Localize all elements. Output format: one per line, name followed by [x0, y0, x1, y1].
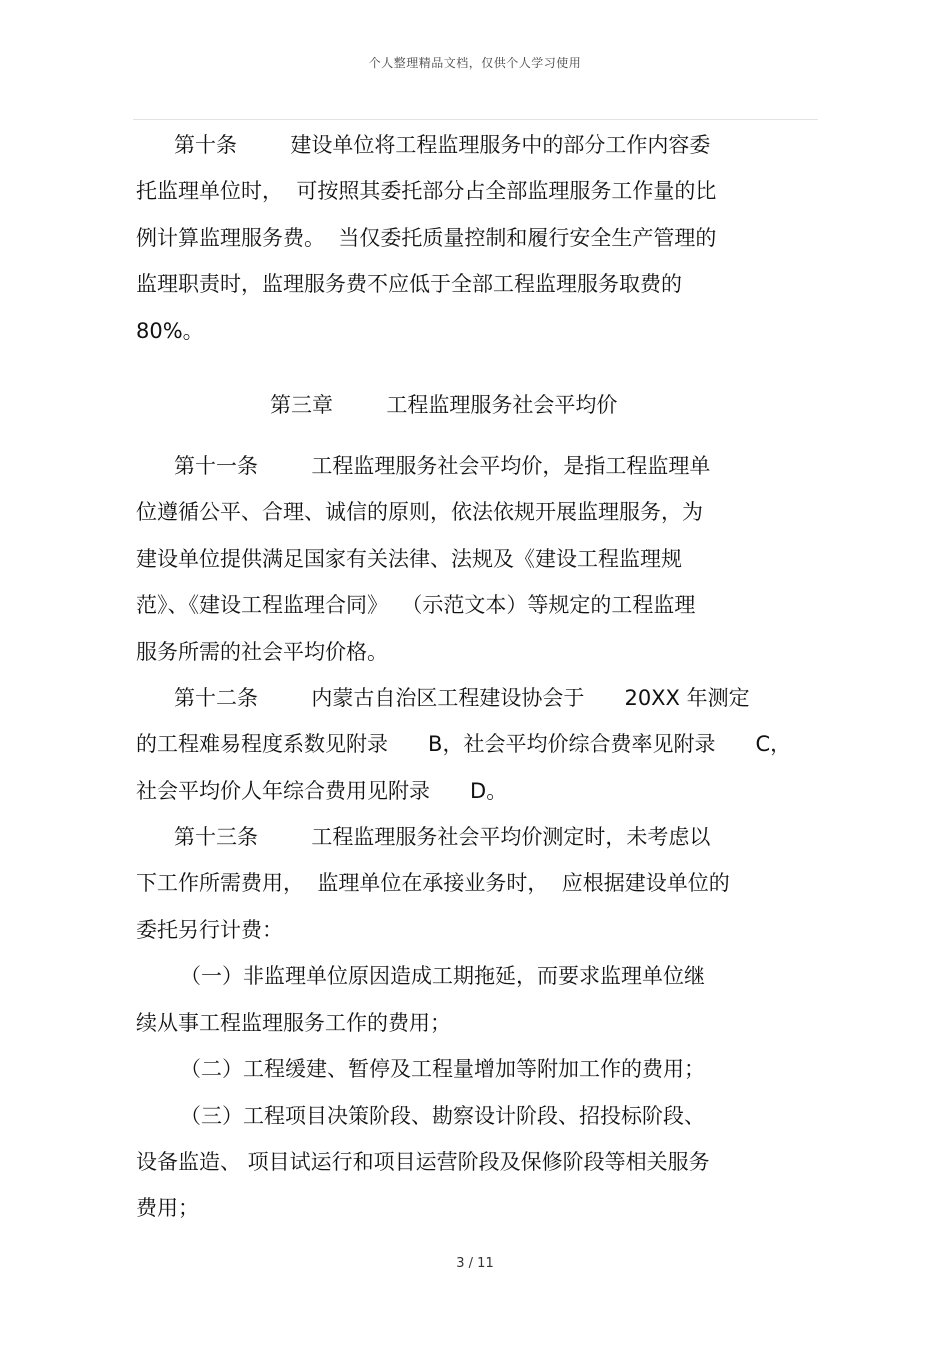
item-2-line-1: （二）工程缓建、暂停及工程量增加等附加工作的费用；	[180, 1057, 705, 1081]
article-12-line-3: 社会平均价人年综合费用见附录 D。	[136, 779, 508, 803]
article-12-line-1: 第十二条 内蒙古自治区工程建设协会于 20XX 年测定	[174, 686, 750, 710]
article-13-line-1: 第十三条 工程监理服务社会平均价测定时，未考虑以	[174, 825, 711, 849]
item-3-line-2: 设备监造、 项目试运行和项目运营阶段及保修阶段等相关服务	[136, 1150, 710, 1174]
chapter-3-title: 第三章 工程监理服务社会平均价	[270, 393, 618, 417]
article-10-line-5: 80%。	[136, 319, 204, 343]
article-11-line-1: 第十一条 工程监理服务社会平均价，是指工程监理单	[174, 454, 711, 478]
article-11-line-2: 位遵循公平、合理、诚信的原则，依法依规开展监理服务，为	[136, 500, 703, 524]
article-10-line-3: 例计算监理服务费。 当仅委托质量控制和履行安全生产管理的	[136, 226, 717, 250]
item-1-line-2: 续从事工程监理服务工作的费用；	[136, 1011, 451, 1035]
article-10-line-4: 监理职责时，监理服务费不应低于全部工程监理服务取费的	[136, 272, 682, 296]
article-11-line-3: 建设单位提供满足国家有关法律、法规及《建设工程监理规	[136, 547, 682, 571]
item-3-line-1: （三）工程项目决策阶段、勘察设计阶段、招投标阶段、	[180, 1104, 705, 1128]
article-13-line-2: 下工作所需费用， 监理单位在承接业务时， 应根据建设单位的	[136, 871, 730, 895]
article-12-line-2: 的工程难易程度系数见附录 B，社会平均价综合费率见附录 C，	[136, 732, 792, 756]
article-10-line-2: 托监理单位时， 可按照其委托部分占全部监理服务工作量的比	[136, 179, 717, 203]
item-3-line-3: 费用；	[136, 1196, 199, 1220]
page-number: 3 / 11	[456, 1256, 494, 1271]
article-10-line-1: 第十条 建设单位将工程监理服务中的部分工作内容委	[174, 133, 711, 157]
item-1-line-1: （一）非监理单位原因造成工期拖延，而要求监理单位继	[180, 964, 705, 988]
article-11-line-5: 服务所需的社会平均价格。	[136, 640, 388, 664]
page-header: 个人整理精品文档，仅供个人学习使用	[368, 56, 582, 70]
article-11-line-4: 范》、《建设工程监理合同》 （示范文本）等规定的工程监理	[136, 593, 696, 617]
header-divider	[133, 119, 818, 120]
article-13-line-3: 委托另行计费：	[136, 918, 283, 942]
